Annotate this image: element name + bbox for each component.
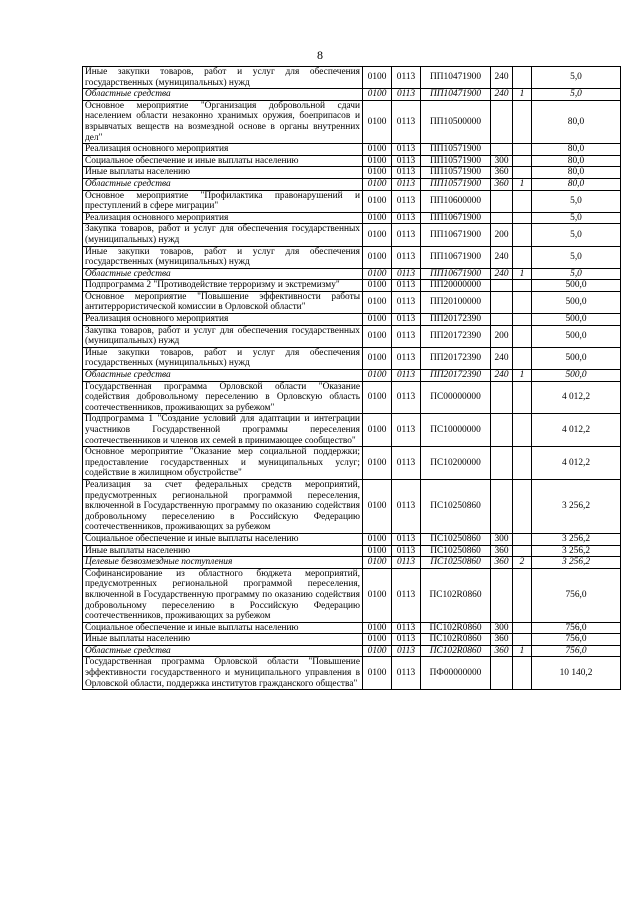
table-row bbox=[83, 447, 621, 480]
row-name: Основное мероприятие "Организация добровольной сдачи населением области незаконно хранимых оружия, боеприпасов и взрывчатых веществ на возмездной основе в органы внутренних дел" bbox=[83, 100, 363, 143]
row-amount: 500,0 bbox=[532, 325, 621, 347]
table-row bbox=[83, 381, 621, 414]
row-name: Реализация основного мероприятия bbox=[83, 144, 363, 156]
row-amount: 10 140,2 bbox=[532, 657, 621, 690]
table-row bbox=[83, 224, 621, 246]
row-subsection-code: 0113 bbox=[392, 212, 421, 224]
row-funding-source-code bbox=[513, 291, 532, 313]
row-section-code: 0100 bbox=[363, 167, 392, 179]
table-row bbox=[83, 190, 621, 212]
row-target-article-code: ПП20172390 bbox=[421, 325, 491, 347]
table-row bbox=[83, 268, 621, 280]
row-target-article-code: ПС00000000 bbox=[421, 381, 491, 414]
table-row bbox=[83, 100, 621, 143]
row-subsection-code: 0113 bbox=[392, 645, 421, 657]
row-target-article-code: ПС102R0860 bbox=[421, 645, 491, 657]
row-section-code: 0100 bbox=[363, 89, 392, 101]
row-amount: 5,0 bbox=[532, 190, 621, 212]
row-expense-type-code: 240 bbox=[491, 347, 513, 369]
row-expense-type-code: 360 bbox=[491, 545, 513, 557]
table-row bbox=[83, 89, 621, 101]
row-funding-source-code bbox=[513, 212, 532, 224]
row-amount: 5,0 bbox=[532, 224, 621, 246]
row-section-code: 0100 bbox=[363, 545, 392, 557]
budget-table bbox=[82, 66, 621, 690]
row-name: Основное мероприятие "Профилактика правонарушений и преступлений в сфере миграции" bbox=[83, 190, 363, 212]
row-target-article-code: ПФ00000000 bbox=[421, 657, 491, 690]
row-funding-source-code bbox=[513, 347, 532, 369]
row-name: Подпрограмма 2 "Противодействие терроризму и экстремизму" bbox=[83, 280, 363, 292]
row-funding-source-code: 1 bbox=[513, 89, 532, 101]
row-funding-source-code bbox=[513, 246, 532, 268]
row-amount: 4 012,2 bbox=[532, 381, 621, 414]
row-name: Реализация основного мероприятия bbox=[83, 212, 363, 224]
row-target-article-code: ПС10250860 bbox=[421, 545, 491, 557]
row-subsection-code: 0113 bbox=[392, 622, 421, 634]
row-target-article-code: ПП20172390 bbox=[421, 370, 491, 382]
row-target-article-code: ПП10671900 bbox=[421, 246, 491, 268]
table-row bbox=[83, 144, 621, 156]
row-name: Областные средства bbox=[83, 645, 363, 657]
table-row bbox=[83, 246, 621, 268]
row-expense-type-code: 360 bbox=[491, 645, 513, 657]
row-target-article-code: ПП10671900 bbox=[421, 212, 491, 224]
row-amount: 756,0 bbox=[532, 645, 621, 657]
row-amount: 500,0 bbox=[532, 291, 621, 313]
row-amount: 500,0 bbox=[532, 314, 621, 326]
row-section-code: 0100 bbox=[363, 280, 392, 292]
row-subsection-code: 0113 bbox=[392, 178, 421, 190]
row-amount: 5,0 bbox=[532, 67, 621, 89]
row-funding-source-code: 1 bbox=[513, 268, 532, 280]
row-subsection-code: 0113 bbox=[392, 533, 421, 545]
row-section-code: 0100 bbox=[363, 347, 392, 369]
row-target-article-code: ПП20172390 bbox=[421, 347, 491, 369]
row-funding-source-code: 1 bbox=[513, 178, 532, 190]
row-name: Социальное обеспечение и иные выплаты населению bbox=[83, 155, 363, 167]
table-row bbox=[83, 370, 621, 382]
row-name: Областные средства bbox=[83, 178, 363, 190]
row-expense-type-code: 240 bbox=[491, 268, 513, 280]
row-subsection-code: 0113 bbox=[392, 246, 421, 268]
row-subsection-code: 0113 bbox=[392, 167, 421, 179]
table-row bbox=[83, 167, 621, 179]
table-row bbox=[83, 645, 621, 657]
row-name: Реализация за счет федеральных средств мероприятий, предусмотренных региональной программой переселения, включенной в Государственную программу по оказанию содействия добровольному переселению в Российскую Федерацию соотечественников, проживающих за рубежом bbox=[83, 479, 363, 533]
row-funding-source-code: 1 bbox=[513, 370, 532, 382]
row-target-article-code: ПП10571900 bbox=[421, 167, 491, 179]
row-section-code: 0100 bbox=[363, 314, 392, 326]
row-subsection-code: 0113 bbox=[392, 280, 421, 292]
row-section-code: 0100 bbox=[363, 568, 392, 622]
row-target-article-code: ПП10671900 bbox=[421, 224, 491, 246]
row-expense-type-code bbox=[491, 212, 513, 224]
row-amount: 500,0 bbox=[532, 280, 621, 292]
row-section-code: 0100 bbox=[363, 67, 392, 89]
row-name: Реализация основного мероприятия bbox=[83, 314, 363, 326]
row-expense-type-code bbox=[491, 291, 513, 313]
row-funding-source-code bbox=[513, 657, 532, 690]
row-section-code: 0100 bbox=[363, 557, 392, 569]
row-section-code: 0100 bbox=[363, 144, 392, 156]
table-row bbox=[83, 414, 621, 447]
row-subsection-code: 0113 bbox=[392, 144, 421, 156]
row-expense-type-code: 300 bbox=[491, 155, 513, 167]
row-subsection-code: 0113 bbox=[392, 545, 421, 557]
row-subsection-code: 0113 bbox=[392, 370, 421, 382]
row-amount: 4 012,2 bbox=[532, 447, 621, 480]
row-name: Социальное обеспечение и иные выплаты населению bbox=[83, 622, 363, 634]
row-subsection-code: 0113 bbox=[392, 568, 421, 622]
row-name: Государственная программа Орловской области "Оказание содействия добровольному переселению в Орловскую область соотечественников, проживающих за рубежом" bbox=[83, 381, 363, 414]
row-funding-source-code bbox=[513, 381, 532, 414]
row-subsection-code: 0113 bbox=[392, 100, 421, 143]
row-target-article-code: ПС10200000 bbox=[421, 447, 491, 480]
row-expense-type-code: 240 bbox=[491, 67, 513, 89]
row-expense-type-code: 360 bbox=[491, 167, 513, 179]
row-target-article-code: ПС10250860 bbox=[421, 533, 491, 545]
row-subsection-code: 0113 bbox=[392, 325, 421, 347]
row-expense-type-code bbox=[491, 381, 513, 414]
row-section-code: 0100 bbox=[363, 479, 392, 533]
row-subsection-code: 0113 bbox=[392, 414, 421, 447]
row-name: Иные закупки товаров, работ и услуг для обеспечения государственных (муниципальных) нужд bbox=[83, 246, 363, 268]
row-section-code: 0100 bbox=[363, 634, 392, 646]
row-expense-type-code: 300 bbox=[491, 622, 513, 634]
row-expense-type-code: 200 bbox=[491, 224, 513, 246]
row-target-article-code: ПП10500000 bbox=[421, 100, 491, 143]
table-row bbox=[83, 545, 621, 557]
row-funding-source-code bbox=[513, 144, 532, 156]
row-funding-source-code bbox=[513, 622, 532, 634]
row-name: Закупка товаров, работ и услуг для обеспечения государственных (муниципальных) нужд bbox=[83, 224, 363, 246]
row-amount: 500,0 bbox=[532, 370, 621, 382]
row-amount: 80,0 bbox=[532, 167, 621, 179]
row-subsection-code: 0113 bbox=[392, 557, 421, 569]
row-subsection-code: 0113 bbox=[392, 89, 421, 101]
row-expense-type-code bbox=[491, 447, 513, 480]
row-expense-type-code: 240 bbox=[491, 89, 513, 101]
table-row bbox=[83, 568, 621, 622]
row-target-article-code: ПП10571900 bbox=[421, 144, 491, 156]
row-amount: 80,0 bbox=[532, 178, 621, 190]
row-section-code: 0100 bbox=[363, 212, 392, 224]
row-subsection-code: 0113 bbox=[392, 67, 421, 89]
row-amount: 5,0 bbox=[532, 212, 621, 224]
row-subsection-code: 0113 bbox=[392, 479, 421, 533]
row-section-code: 0100 bbox=[363, 447, 392, 480]
row-funding-source-code bbox=[513, 447, 532, 480]
row-expense-type-code: 360 bbox=[491, 557, 513, 569]
row-target-article-code: ПС10000000 bbox=[421, 414, 491, 447]
table-row bbox=[83, 314, 621, 326]
row-target-article-code: ПС102R0860 bbox=[421, 622, 491, 634]
row-funding-source-code bbox=[513, 190, 532, 212]
row-expense-type-code: 240 bbox=[491, 370, 513, 382]
row-name: Областные средства bbox=[83, 370, 363, 382]
row-name: Основное мероприятие "Повышение эффективности работы антитеррористической комиссии в Орловской области" bbox=[83, 291, 363, 313]
row-expense-type-code bbox=[491, 314, 513, 326]
row-expense-type-code: 200 bbox=[491, 325, 513, 347]
table-row bbox=[83, 178, 621, 190]
row-funding-source-code bbox=[513, 280, 532, 292]
row-name: Подпрограмма 1 "Создание условий для адаптации и интеграции участников Государственной программы переселения соотечественников и членов их семей в принимающее сообщество" bbox=[83, 414, 363, 447]
row-name: Софинансирование из областного бюджета мероприятий, предусмотренных региональной программой переселения, включенной в Государственную программу по оказанию содействия добровольному переселению в Российскую Федерацию соотечественников, проживающих за рубежом bbox=[83, 568, 363, 622]
row-name: Социальное обеспечение и иные выплаты населению bbox=[83, 533, 363, 545]
row-subsection-code: 0113 bbox=[392, 190, 421, 212]
row-subsection-code: 0113 bbox=[392, 634, 421, 646]
row-target-article-code: ПП20172390 bbox=[421, 314, 491, 326]
table-row bbox=[83, 479, 621, 533]
row-amount: 3 256,2 bbox=[532, 545, 621, 557]
row-section-code: 0100 bbox=[363, 533, 392, 545]
row-amount: 3 256,2 bbox=[532, 479, 621, 533]
row-expense-type-code bbox=[491, 280, 513, 292]
row-name: Иные закупки товаров, работ и услуг для обеспечения государственных (муниципальных) нужд bbox=[83, 67, 363, 89]
row-amount: 4 012,2 bbox=[532, 414, 621, 447]
row-section-code: 0100 bbox=[363, 381, 392, 414]
row-subsection-code: 0113 bbox=[392, 347, 421, 369]
row-section-code: 0100 bbox=[363, 100, 392, 143]
row-funding-source-code bbox=[513, 545, 532, 557]
row-name: Основное мероприятие "Оказание мер социальной поддержки; предоставление государственных и муниципальных услуг; содействие в жилищном обустройстве" bbox=[83, 447, 363, 480]
row-name: Целевые безвозмездные поступления bbox=[83, 557, 363, 569]
row-section-code: 0100 bbox=[363, 645, 392, 657]
row-funding-source-code: 1 bbox=[513, 645, 532, 657]
row-target-article-code: ПП10471900 bbox=[421, 67, 491, 89]
row-amount: 3 256,2 bbox=[532, 557, 621, 569]
row-amount: 5,0 bbox=[532, 268, 621, 280]
row-amount: 756,0 bbox=[532, 568, 621, 622]
table-row bbox=[83, 557, 621, 569]
row-section-code: 0100 bbox=[363, 268, 392, 280]
row-amount: 5,0 bbox=[532, 89, 621, 101]
row-expense-type-code bbox=[491, 479, 513, 533]
row-section-code: 0100 bbox=[363, 370, 392, 382]
table-row bbox=[83, 291, 621, 313]
row-amount: 80,0 bbox=[532, 100, 621, 143]
row-subsection-code: 0113 bbox=[392, 657, 421, 690]
table-row bbox=[83, 67, 621, 89]
row-target-article-code: ПС102R0860 bbox=[421, 568, 491, 622]
row-amount: 80,0 bbox=[532, 144, 621, 156]
row-target-article-code: ПП10471900 bbox=[421, 89, 491, 101]
row-funding-source-code bbox=[513, 533, 532, 545]
table-row bbox=[83, 657, 621, 690]
row-amount: 5,0 bbox=[532, 246, 621, 268]
row-funding-source-code bbox=[513, 414, 532, 447]
row-name: Иные выплаты населению bbox=[83, 545, 363, 557]
row-funding-source-code bbox=[513, 634, 532, 646]
row-subsection-code: 0113 bbox=[392, 224, 421, 246]
row-funding-source-code bbox=[513, 325, 532, 347]
row-subsection-code: 0113 bbox=[392, 155, 421, 167]
row-section-code: 0100 bbox=[363, 190, 392, 212]
row-funding-source-code bbox=[513, 67, 532, 89]
row-name: Закупка товаров, работ и услуг для обеспечения государственных (муниципальных) нужд bbox=[83, 325, 363, 347]
row-section-code: 0100 bbox=[363, 414, 392, 447]
row-name: Иные выплаты населению bbox=[83, 167, 363, 179]
row-section-code: 0100 bbox=[363, 291, 392, 313]
table-row bbox=[83, 533, 621, 545]
row-amount: 500,0 bbox=[532, 347, 621, 369]
row-name: Областные средства bbox=[83, 89, 363, 101]
row-target-article-code: ПП20000000 bbox=[421, 280, 491, 292]
row-amount: 756,0 bbox=[532, 634, 621, 646]
table-row bbox=[83, 155, 621, 167]
row-funding-source-code bbox=[513, 479, 532, 533]
row-expense-type-code: 300 bbox=[491, 533, 513, 545]
row-section-code: 0100 bbox=[363, 178, 392, 190]
row-funding-source-code bbox=[513, 568, 532, 622]
row-target-article-code: ПП20100000 bbox=[421, 291, 491, 313]
row-expense-type-code: 360 bbox=[491, 634, 513, 646]
row-target-article-code: ПП10671900 bbox=[421, 268, 491, 280]
row-funding-source-code bbox=[513, 167, 532, 179]
table-row bbox=[83, 212, 621, 224]
row-target-article-code: ПС102R0860 bbox=[421, 634, 491, 646]
row-funding-source-code bbox=[513, 155, 532, 167]
row-name: Областные средства bbox=[83, 268, 363, 280]
row-section-code: 0100 bbox=[363, 325, 392, 347]
row-expense-type-code bbox=[491, 190, 513, 212]
row-funding-source-code: 2 bbox=[513, 557, 532, 569]
row-section-code: 0100 bbox=[363, 155, 392, 167]
row-target-article-code: ПП10571900 bbox=[421, 155, 491, 167]
row-target-article-code: ПС10250860 bbox=[421, 557, 491, 569]
row-expense-type-code: 360 bbox=[491, 178, 513, 190]
row-name: Государственная программа Орловской области "Повышение эффективности государственного и муниципального управления в Орловской области, поддержка институтов гражданского общества" bbox=[83, 657, 363, 690]
row-expense-type-code bbox=[491, 414, 513, 447]
row-section-code: 0100 bbox=[363, 246, 392, 268]
table-row bbox=[83, 347, 621, 369]
page-number: 8 bbox=[317, 48, 323, 62]
row-expense-type-code bbox=[491, 100, 513, 143]
row-expense-type-code: 240 bbox=[491, 246, 513, 268]
row-section-code: 0100 bbox=[363, 657, 392, 690]
row-target-article-code: ПС10250860 bbox=[421, 479, 491, 533]
row-amount: 3 256,2 bbox=[532, 533, 621, 545]
row-subsection-code: 0113 bbox=[392, 291, 421, 313]
row-amount: 80,0 bbox=[532, 155, 621, 167]
row-subsection-code: 0113 bbox=[392, 268, 421, 280]
row-subsection-code: 0113 bbox=[392, 447, 421, 480]
row-expense-type-code bbox=[491, 144, 513, 156]
row-expense-type-code bbox=[491, 657, 513, 690]
table-row bbox=[83, 280, 621, 292]
row-funding-source-code bbox=[513, 100, 532, 143]
row-funding-source-code bbox=[513, 314, 532, 326]
row-expense-type-code bbox=[491, 568, 513, 622]
row-subsection-code: 0113 bbox=[392, 314, 421, 326]
row-subsection-code: 0113 bbox=[392, 381, 421, 414]
row-funding-source-code bbox=[513, 224, 532, 246]
table-row bbox=[83, 634, 621, 646]
row-target-article-code: ПП10571900 bbox=[421, 178, 491, 190]
row-target-article-code: ПП10600000 bbox=[421, 190, 491, 212]
row-name: Иные закупки товаров, работ и услуг для обеспечения государственных (муниципальных) нужд bbox=[83, 347, 363, 369]
table-row bbox=[83, 325, 621, 347]
row-section-code: 0100 bbox=[363, 622, 392, 634]
row-amount: 756,0 bbox=[532, 622, 621, 634]
row-section-code: 0100 bbox=[363, 224, 392, 246]
row-name: Иные выплаты населению bbox=[83, 634, 363, 646]
table-row bbox=[83, 622, 621, 634]
